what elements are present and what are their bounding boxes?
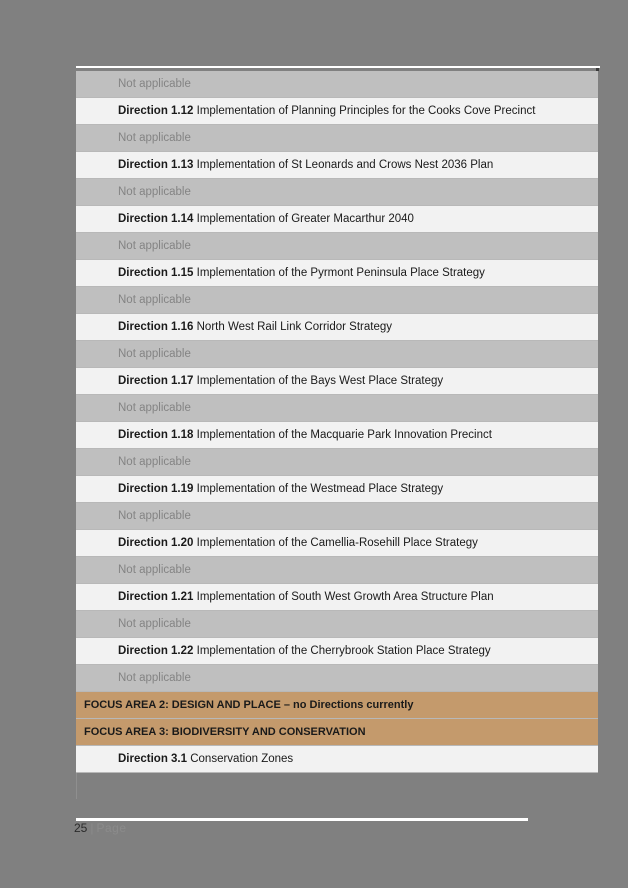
not-applicable-cell: Not applicable [118,672,191,684]
table-row [76,395,598,422]
not-applicable-cell: Not applicable [118,294,191,306]
direction-title: Implementation of South West Growth Area Structure Plan [196,591,494,603]
table-row [76,665,598,692]
direction-cell [76,422,500,448]
table-row [76,233,598,260]
direction-title: Conservation Zones [190,753,294,765]
table-row [76,449,598,476]
header-rule [76,66,600,68]
direction-number: Direction 1.16 [118,321,194,333]
not-applicable-cell: Not applicable [118,240,191,252]
direction-title: Implementation of Greater Macarthur 2040 [196,213,414,225]
direction-cell [76,584,502,610]
direction-cell [76,368,451,394]
footer-page-word: Page [96,821,127,835]
direction-number: Direction 1.19 [118,483,194,495]
page-footer [74,821,127,835]
table-row [76,125,598,152]
table-row [76,476,598,503]
focus-area-heading: FOCUS AREA 2: DESIGN AND PLACE – no Directions currently [84,699,414,711]
footer-rule [76,818,528,821]
direction-number: Direction 1.12 [118,105,194,117]
table-row [76,584,598,611]
not-applicable-cell: Not applicable [118,348,191,360]
table-row [76,530,598,557]
table-row [76,314,598,341]
footer-separator: | [90,821,94,835]
direction-title: Implementation of the Cherrybrook Station Place Strategy [196,645,491,657]
not-applicable-cell: Not applicable [118,564,191,576]
footer-page-number: 25 [74,821,88,835]
table-row [76,206,598,233]
not-applicable-cell: Not applicable [118,510,191,522]
not-applicable-cell: Not applicable [118,618,191,630]
table-row [76,368,598,395]
direction-number: Direction 1.14 [118,213,194,225]
table-row [76,638,598,665]
not-applicable-cell: Not applicable [118,132,191,144]
not-applicable-cell: Not applicable [118,186,191,198]
table-row [76,611,598,638]
table-row [76,719,598,746]
direction-number: Direction 1.20 [118,537,194,549]
table-row [76,152,598,179]
direction-number: Direction 1.13 [118,159,194,171]
direction-cell [76,476,451,502]
table-row [76,746,598,773]
table-row [76,422,598,449]
table-row [76,287,598,314]
direction-number: Direction 3.1 [118,753,188,765]
not-applicable-cell: Not applicable [118,402,191,414]
direction-title: Implementation of Planning Principles for the Cooks Cove Precinct [196,105,536,117]
direction-cell [76,638,499,664]
direction-number: Direction 1.15 [118,267,194,279]
direction-cell [76,98,543,124]
direction-title: Implementation of the Pyrmont Peninsula Place Strategy [196,267,485,279]
focus-area-heading: FOCUS AREA 3: BIODIVERSITY AND CONSERVATION [84,726,366,738]
direction-cell [76,746,301,772]
table-row [76,557,598,584]
direction-number: Direction 1.17 [118,375,194,387]
direction-number: Direction 1.18 [118,429,194,441]
direction-title: North West Rail Link Corridor Strategy [196,321,392,333]
direction-cell [76,530,486,556]
table-row [76,692,598,719]
directions-table [76,71,598,773]
direction-cell [76,206,422,232]
direction-title: Implementation of the Macquarie Park Innovation Precinct [196,429,492,441]
table-row [76,179,598,206]
direction-title: Implementation of St Leonards and Crows Nest 2036 Plan [196,159,494,171]
direction-cell [76,260,493,286]
table-row [76,341,598,368]
table-row [76,260,598,287]
table-row [76,98,598,125]
table-row [76,503,598,530]
direction-cell [76,314,400,340]
direction-number: Direction 1.22 [118,645,194,657]
direction-title: Implementation of the Camellia-Rosehill Place Strategy [196,537,478,549]
not-applicable-cell: Not applicable [118,78,191,90]
direction-title: Implementation of the Westmead Place Strategy [196,483,444,495]
direction-title: Implementation of the Bays West Place Strategy [196,375,444,387]
not-applicable-cell: Not applicable [118,456,191,468]
table-row [76,71,598,98]
direction-cell [76,152,501,178]
direction-number: Direction 1.21 [118,591,194,603]
